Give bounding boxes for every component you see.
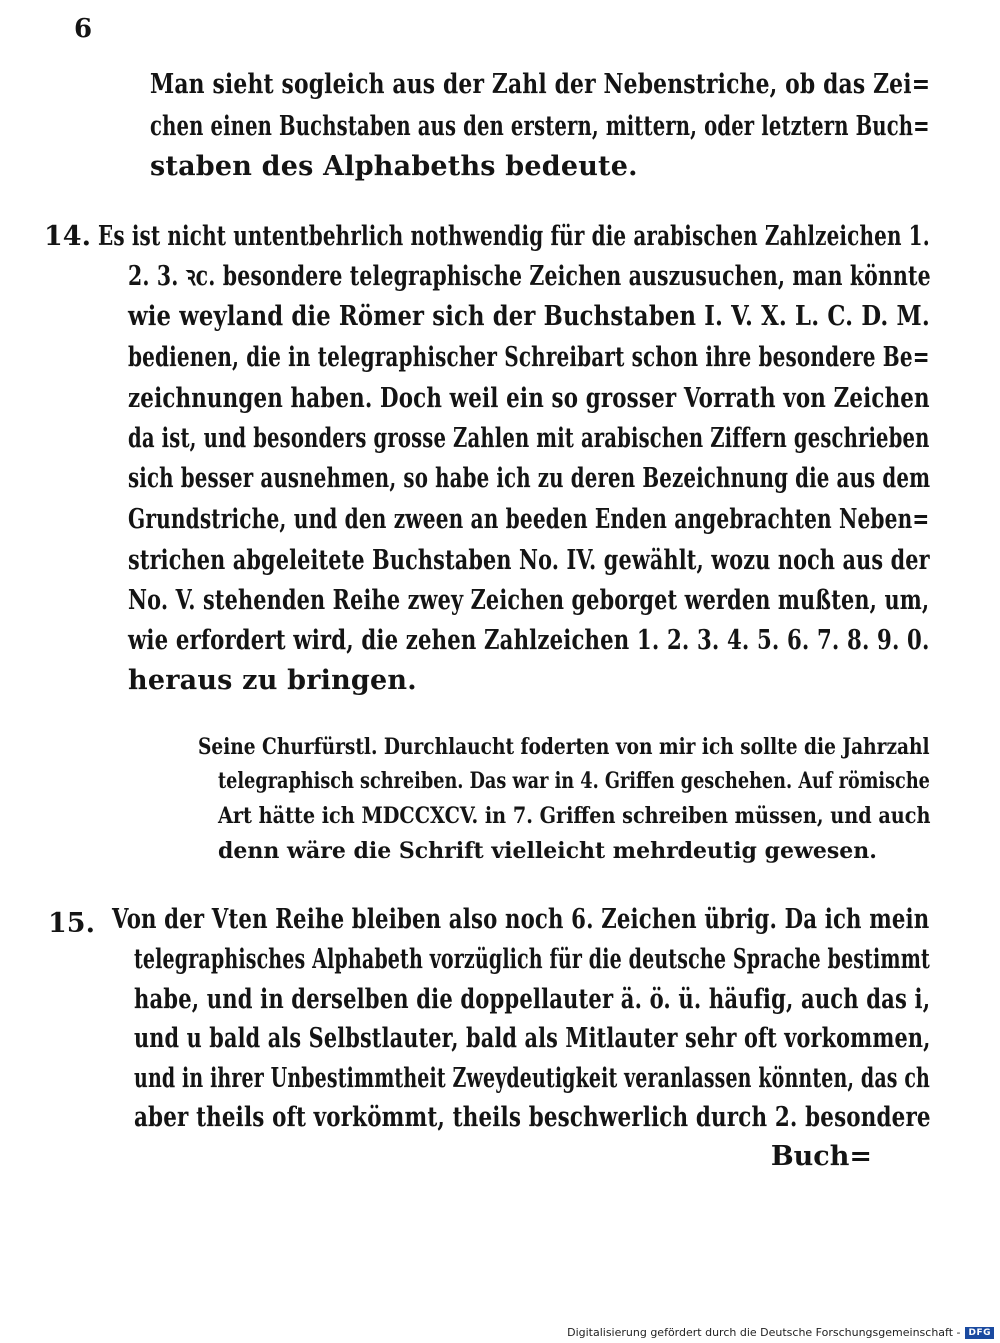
dfg-logo: DFG [965,1327,994,1339]
text-line: strichen abgeleitete Buchstaben No. IV. gewählt, wozu noch aus der [128,545,930,576]
text-line: 2. 3. ꝛc. besondere telegraphische Zeichen auszusuchen, man könnte [128,261,931,292]
text-line: wie erfordert wird, die zehen Zahlzeichen 1. 2. 3. 4. 5. 6. 7. 8. 9. 0. [128,625,930,656]
text-line: Man sieht sogleich aus der Zahl der Nebenstriche, ob das Zei= [150,69,931,100]
text-line: Es ist nicht untentbehrlich nothwendig für die arabischen Zahlzeichen 1. [98,221,930,252]
text-line: chen einen Buchstaben aus den erstern, mittern, oder letztern Buch= [150,111,930,142]
text-line: aber theils oft vorkömmt, theils beschwerlich durch 2. besondere [134,1102,931,1133]
note-line: telegraphisch schreiben. Das war in 4. Griffen geschehen. Auf römische [218,768,930,794]
text-line: zeichnungen haben. Doch weil ein so grosser Vorrath von Zeichen [128,383,930,414]
text-line: heraus zu bringen. [128,665,417,696]
text-line: Von der Vten Reihe bleiben also noch 6. Zeichen übrig. Da ich mein [112,904,930,935]
text-line: No. V. stehenden Reihe zwey Zeichen geborget werden mußten, um, [128,585,930,616]
text-line: sich besser ausnehmen, so habe ich zu deren Bezeichnung die aus dem [128,463,931,494]
text-line: und u bald als Selbstlauter, bald als Mitlauter sehr oft vorkommen, [134,1023,931,1054]
paragraph-number: 14. [44,221,91,252]
text-line: telegraphisches Alphabeth vorzüglich für die deutsche Sprache bestimmt [134,944,930,975]
digitization-footer [567,1326,994,1339]
text-line: und in ihrer Unbestimmtheit Zweydeutigkeit veranlassen könnten, das ch [134,1063,930,1094]
text-line: habe, und in derselben die doppellauter ä. ö. ü. häufig, auch das i, [134,984,931,1015]
text-line: da ist, und besonders grosse Zahlen mit arabischen Ziffern geschrieben [128,423,930,454]
footer-credit: Digitalisierung gefördert durch die Deutsche Forschungsgemeinschaft - [567,1326,961,1339]
note-line: denn wäre die Schrift vielleicht mehrdeutig gewesen. [218,838,877,864]
text-line: bedienen, die in telegraphischer Schreibart schon ihre besondere Be= [128,342,930,373]
paragraph-number: 15. [48,908,95,939]
text-line: Grundstriche, und den zween an beeden Enden angebrachten Neben= [128,504,930,535]
text-line: staben des Alphabeths bedeute. [150,151,638,182]
note-line: Seine Churfürstl. Durchlaucht foderten von mir ich sollte die Jahrzahl [198,734,930,760]
catchword: Buch= [770,1141,872,1172]
text-line: wie weyland die Römer sich der Buchstaben I. V. X. L. C. D. M. [128,301,930,332]
page-number: 6 [74,14,93,44]
note-line: Art hätte ich MDCCXCV. in 7. Griffen schreiben müssen, und auch [218,803,931,829]
